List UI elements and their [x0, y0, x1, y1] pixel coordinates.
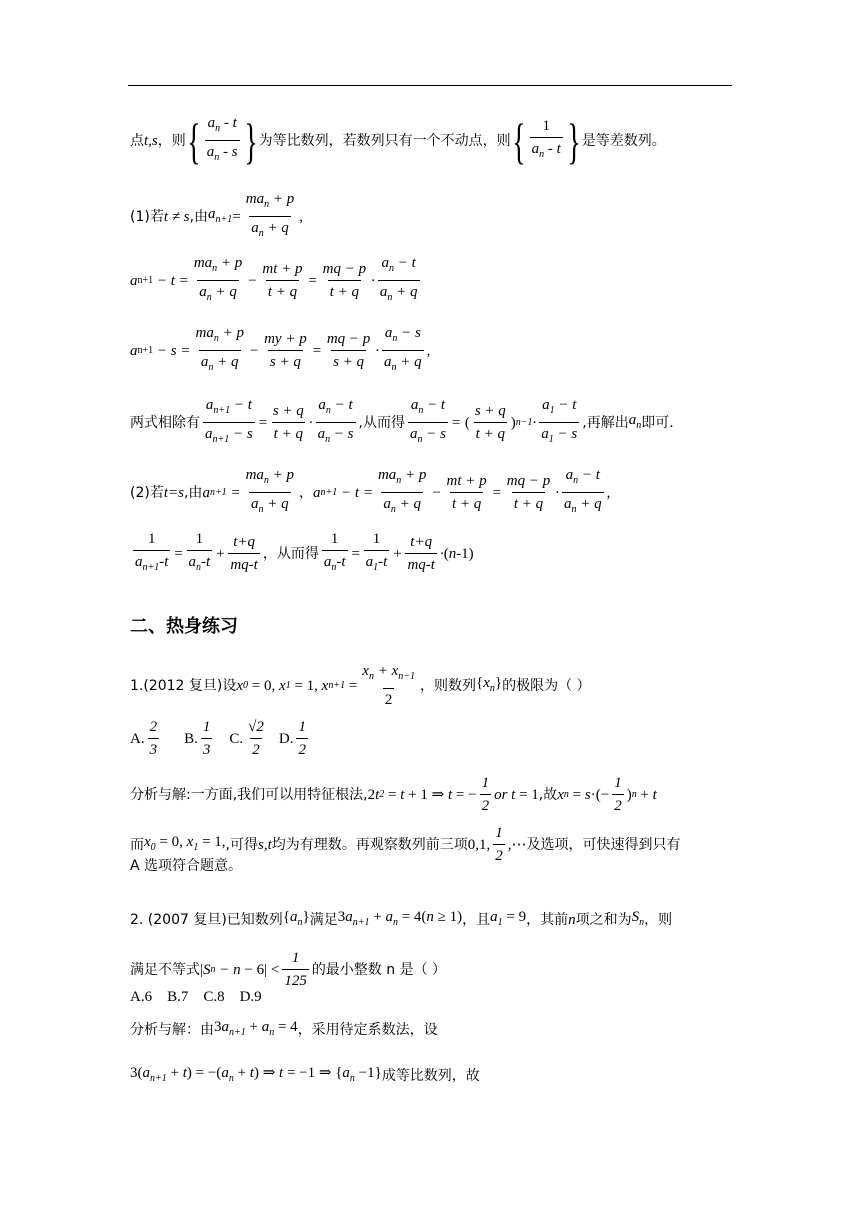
q1-options: A. $\frac{2}{3}$ B. $\frac{1}{3}$ C. $\frac{√2}{2}$ D. $\frac{1}{2}$: [130, 716, 311, 761]
text-line-5: 两式相除有 $\frac{a_{n+1} - t}{a_{n+1} - s}$ = $\frac{s + q}{t + q}$ · $\frac{a_n - t}{a_n - s}$ ,从而得 $\frac{a_n - t}{a_n - s}$ = ( $\frac{s + q}{t + q}$ ) n−1 · $\frac{a_1 - t}{a_1 - s}$ ,再解出 $a_n$ 即可.: [130, 394, 674, 451]
q2-options: A.6 B.7 C.8 D.9: [130, 989, 262, 1005]
q2-analysis-1: 分析与解：由 $3a_{n+1} + a_n = 4$ ，采用待定系数法，设: [130, 1019, 438, 1038]
right-brace: }: [567, 112, 581, 169]
header-rule: [128, 85, 732, 86]
math-var: t,s: [144, 132, 158, 149]
equation-line-3: a n+1 − t = $\frac{ma_n + p}{a_n + q}$ − $\frac{mt + p}{t + q}$ = $\frac{mq - p}{t + q}$ · $\frac{a_n - t}{a_n + q}$: [130, 252, 423, 309]
text: ，则: [157, 132, 186, 149]
q1-analysis-3: A 选项符合题意。: [130, 858, 243, 874]
q2-analysis-2: $3(a_{n+1} + t) = -(a_n + t)$ ⇒ t = −1 ⇒ $\{a_n -1\}$ 成等比数列，故: [130, 1065, 480, 1084]
fraction: $\frac{ma_n + p}{a_n + q}$: [244, 188, 296, 245]
left-brace: {: [512, 112, 526, 169]
text: (1)若: [130, 208, 164, 225]
left-brace: {: [187, 112, 201, 169]
text: 为等比数列，若数列只有一个不动点，则: [258, 132, 511, 149]
text-line-7: $\frac{1}{a_{n+1}-t}$ = $\frac{1}{a_n-t}$ + $\frac{t+q}{mq-t}$ ，从而得 $\frac{1}{a_n-t}$ = $\frac{1}{a_1-t}$ + $\frac{t+q}{mq-t}$ · ( n -1): [130, 528, 474, 579]
right-brace: }: [244, 112, 258, 169]
q1-analysis-1: 分析与解:一方面,我们可以用特征根法, 2 t 2 = t + 1 ⇒ t = − $\frac{1}{2}$ or t = 1 ,故 x n = s ·(− $\frac{1}{2}$ ) n + t: [130, 772, 657, 817]
section-title: 二、热身练习: [130, 616, 238, 637]
q1-analysis-2: 而 $x_0 = 0$, $x_1 = 1$, ,可得 s,t 均为有理数。再观察数列前三项 0,1, $\frac{1}{2}$ ,⋯ 及选项，可快速得到只有: [130, 822, 681, 867]
text-line-6: (2)若 t=s ,由 a n+1 = $\frac{ma_n + p}{a_n + q}$ ， a n+1 − t = $\frac{ma_n + p}{a_n + q}$ − $\frac{mt + p}{t + q}$ = $\frac{mq - p}{t + q}$ · $\frac{a_n - t}{a_n + q}$ ,: [130, 464, 610, 521]
text-line-2: (1)若 t ≠ s ,由 $a_{n+1}$ = $\frac{ma_n + p}{a_n + q}$ ,: [130, 188, 303, 245]
text-line-1: [130, 112, 666, 169]
q2-stem-2: 满足不等式 | S n − n − 6| < $\frac{1}{125}$ 的最小整数 n 是（ ）: [130, 947, 446, 992]
math: t ≠ s: [163, 208, 190, 225]
fraction: $\frac{a_n - t}{a_n - s}$: [205, 112, 240, 169]
equation-line-4: a n+1 − s = $\frac{ma_n + p}{a_n + q}$ − $\frac{my + p}{s + q}$ = $\frac{mq - p}{s + q}$ · $\frac{a_n - s}{a_n + q}$ ,: [130, 322, 430, 379]
equals: =: [232, 208, 241, 225]
q1-stem: 1.(2012 复旦)设 x 0 = 0, x 1 = 1, x n+1 = $\frac{x_n + x_{n-1}}{2}$ ，则数列 $\{x_n\}$ 的极限为（ ）: [130, 660, 591, 711]
fraction: $\frac{1}{a_n - t}$: [530, 115, 563, 166]
text: 点: [130, 132, 144, 149]
text: 是等差数列。: [581, 132, 666, 149]
text: ,由: [189, 208, 209, 225]
q2-stem-1: 2. (2007 复旦)已知数列 $\{a_n\}$ 满足 $3a_{n+1} + a_n = 4(n \ge 1)$ ，且 $a_1 = 9$ ，其前 n 项之和为 $S_n$ ，则: [130, 909, 673, 928]
